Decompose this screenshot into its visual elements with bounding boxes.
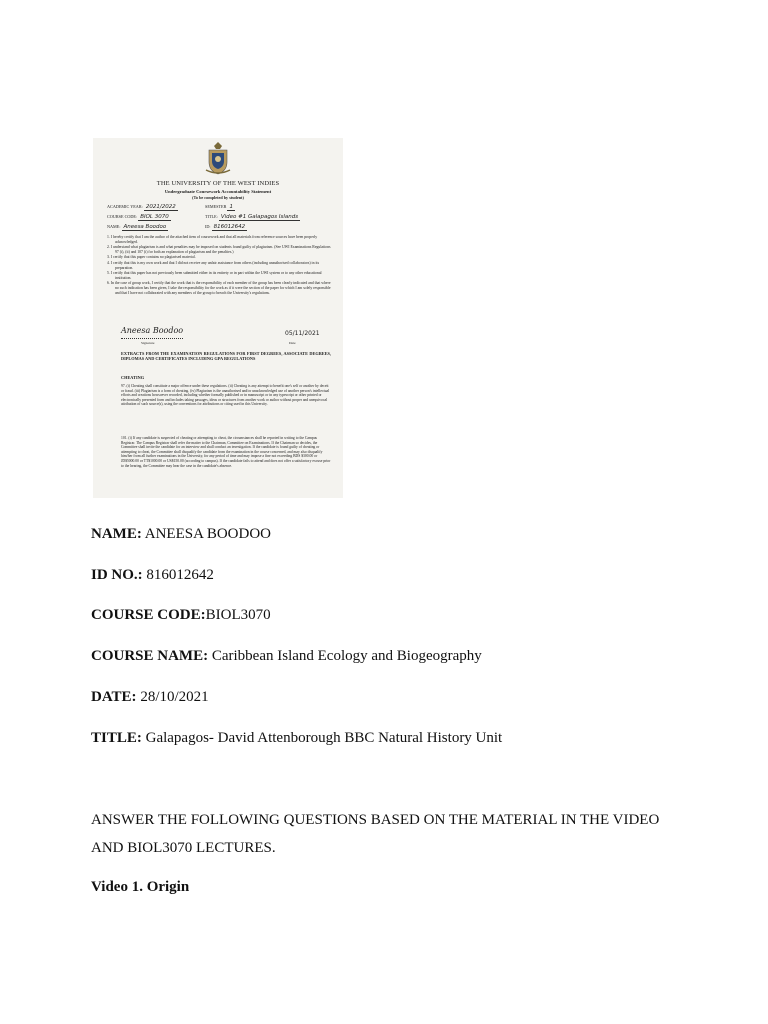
signed-date: 05/11/2021 <box>285 330 320 337</box>
title-field <box>91 730 502 747</box>
semester-value: 1 <box>229 204 233 210</box>
regulation-97: 97. (i) Cheating shall constitute a major offence under these regulations. (ii) Cheating is any attempt to benefit one's self or another by deceit or fraud. (iii) Plagiarism is a form of cheating. (iv) Plagiarism is the unauthorised and/or unacknowledged use of another person's intellectual efforts and creations howsoever recorded, including whether formally published or in manuscript or in any typescript or other printed or electronically presented form and includes taking passages, ideas or structures from another work or author without proper and unequivocal attribution of such source(s), using the conventions for attributions or citing used in this University. <box>121 384 330 407</box>
title-value: Video #1 Galapagos Islands <box>220 214 299 220</box>
statement-title: Undergraduate Coursework Accountability Statement <box>164 189 272 194</box>
date-caption: Date <box>289 341 296 345</box>
regulation-101: 101. (i) If any candidate is suspected of cheating or attempting to cheat, the circumstances shall be reported in writing to the Campus Registrar. The Campus Registrar shall refer the matter to the Chairman, Committee on Examinations. If the Chairman so decides, the Committee shall invite the candidate for an interview and shall conduct an investigation. If the candidate is found guilty of cheating or attempting to cheat, the Committee shall disqualify the candidate from the examination in the course concerned, and may also disqualify him/her from all further examinations in the University, for any period of time and may impose a fine not exceeding BDS $300.00 or JD$5000.00 or TT$1000.00 or US$150.00 (according to campus). If the candidate fails to attend and does not offer a satisfactory excuse prior to the hearing, the Committee may hear the case in the candidate's absence. <box>121 436 331 468</box>
course-name-field <box>91 648 482 665</box>
accountability-statement-scan <box>93 138 343 498</box>
list-item: 3. I certify that this paper contains no plagiarised material. <box>107 255 196 260</box>
course-code-field <box>91 607 271 624</box>
course-code-label: COURSE CODE: <box>91 607 206 623</box>
academic-year-value: 2021/2022 <box>145 204 176 210</box>
title-label: TITLE: <box>91 730 142 746</box>
id-row: ID: 816012642 <box>205 224 246 230</box>
course-code-value: BIOL 3070 <box>140 214 169 220</box>
list-item: 6. In the case of group work, I certify that the work that is the responsibility of each member of the group has been clearly indicated and that where no such indication has been given, I take the responsibility for the work as if it were the section of the paper for which I am solely responsible and that I have not collaborated with any members of the group to breach the University's regulations. <box>107 281 331 295</box>
statement-subtitle: (To be completed by student) <box>192 195 244 200</box>
list-item: 1. I hereby certify that I am the author of the attached item of coursework and that all materials from reference sources have been properly acknowledged. <box>107 235 318 244</box>
list-item: 4. I certify that this is my own work and that I did not receive any unfair assistance from others (including unauthorised collaborators) in its preparation. <box>107 260 320 270</box>
university-crest-icon <box>203 140 233 176</box>
signature-line <box>121 338 183 339</box>
course-name-value: Caribbean Island Ecology and Biogeography <box>208 648 482 664</box>
certification-list <box>107 235 332 296</box>
university-name: THE UNIVERSITY OF THE WEST INDIES <box>156 180 280 187</box>
id-field <box>91 567 214 584</box>
instructions-paragraph: ANSWER THE FOLLOWING QUESTIONS BASED ON THE MATERIAL IN THE VIDEO AND BIOL3070 LECTURES. <box>91 812 660 856</box>
course-code-row: COURSE CODE: BIOL 3070 <box>107 214 169 220</box>
id-label: ID NO.: <box>91 567 143 583</box>
academic-year-row: ACADEMIC YEAR: 2021/2022 <box>107 204 176 210</box>
date-field <box>91 689 209 706</box>
course-code-value: BIOL3070 <box>205 607 271 623</box>
name-row: NAME: Aneesa Boodoo <box>107 224 167 230</box>
title-row: TITLE: Video #1 Galapagos Islands <box>205 214 299 220</box>
name-value: Aneesa Boodoo <box>123 224 167 230</box>
date-value: 28/10/2021 <box>136 689 209 705</box>
title-value: Galapagos- David Attenborough BBC Natural History Unit <box>141 730 503 746</box>
cheating-heading: CHEATING <box>121 375 145 380</box>
list-item: 5. I certify that this paper has not previously been submitted either in its entirety or in part within the UWI system or to any other educational institution. <box>107 270 322 280</box>
id-value: 816012642 <box>142 567 214 583</box>
signature-caption: Signature <box>141 341 155 345</box>
signature: Aneesa Boodoo <box>121 326 184 335</box>
name-value: ANEESA BOODOO <box>141 526 272 542</box>
date-label: DATE: <box>91 689 137 705</box>
section-heading: Video 1. Origin <box>91 879 190 895</box>
name-field <box>91 526 271 543</box>
name-label: NAME: <box>91 526 142 542</box>
id-value: 816012642 <box>213 224 246 230</box>
course-name-label: COURSE NAME: <box>91 648 209 664</box>
semester-row: SEMESTER 1 <box>205 204 233 210</box>
list-item: 2. I understand what plagiarism is and what penalties may be imposed on students found guilty of plagiarism. (See UWI Examinations Regulations 97 (i), (ii) and 107 (i) for both an explanation of plagiarism and the penalties.) <box>107 245 331 254</box>
regulations-extract-title: EXTRACTS FROM THE EXAMINATION REGULATIONS FOR FIRST DEGREES, ASSOCIATE DEGREES, DIPLOMAS AND CERTIFICATES INCLUDING GPA REGULATIONS <box>121 351 331 362</box>
